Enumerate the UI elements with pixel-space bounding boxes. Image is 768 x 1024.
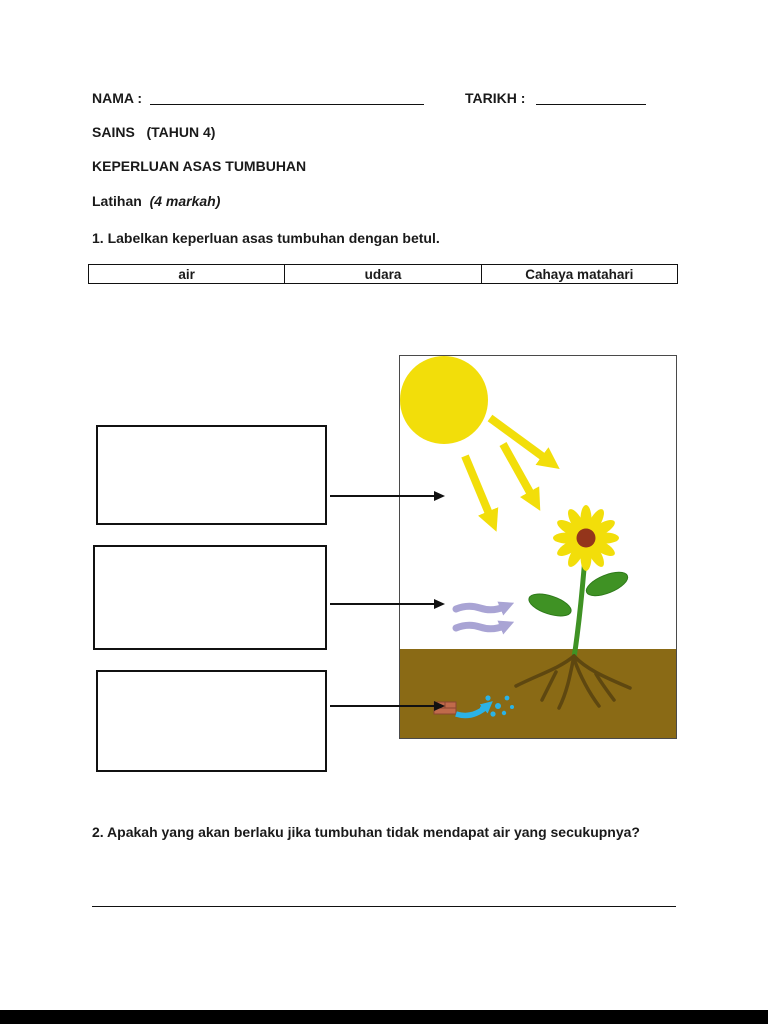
soil: [400, 649, 676, 738]
name-label: NAMA :: [92, 90, 143, 106]
word-bank-cell-cahaya-matahari: Cahaya matahari: [525, 267, 634, 282]
question2-answer-line: [92, 906, 676, 907]
answer-box-1: [96, 425, 327, 525]
exercise-line: [92, 193, 220, 209]
sun-icon: [400, 356, 488, 444]
answer-box-3: [96, 670, 327, 772]
plant-needs-diagram: [400, 356, 676, 738]
question2-text: 2. Apakah yang akan berlaku jika tumbuhan tidak mendapat air yang secukupnya?: [92, 824, 640, 840]
word-bank-table: [88, 264, 678, 284]
connector-arrow-3: [330, 705, 435, 707]
sunlight-arrows-icon: [465, 418, 546, 516]
sunflower-icon: [553, 505, 619, 571]
air-arrows-icon: [456, 606, 504, 629]
date-blank-line: [536, 88, 646, 105]
date-label: TARIKH :: [465, 90, 526, 106]
question1-text: 1. Labelkan keperluan asas tumbuhan dengan betul.: [92, 230, 440, 246]
page-bottom-edge: [0, 1010, 768, 1024]
connector-arrow-2: [330, 603, 435, 605]
page-title: KEPERLUAN ASAS TUMBUHAN: [92, 158, 307, 174]
exercise-label: Latihan: [92, 193, 142, 209]
word-bank-cell-udara: udara: [285, 265, 481, 283]
answer-box-2: [93, 545, 327, 650]
plant-needs-illustration: [399, 355, 677, 739]
connector-arrow-1: [330, 495, 435, 497]
word-bank-cell-air: air: [89, 265, 285, 283]
name-blank-line: [150, 88, 424, 105]
subject-line: SAINS (TAHUN 4): [92, 124, 216, 140]
exercise-marks: (4 markah): [149, 193, 221, 209]
